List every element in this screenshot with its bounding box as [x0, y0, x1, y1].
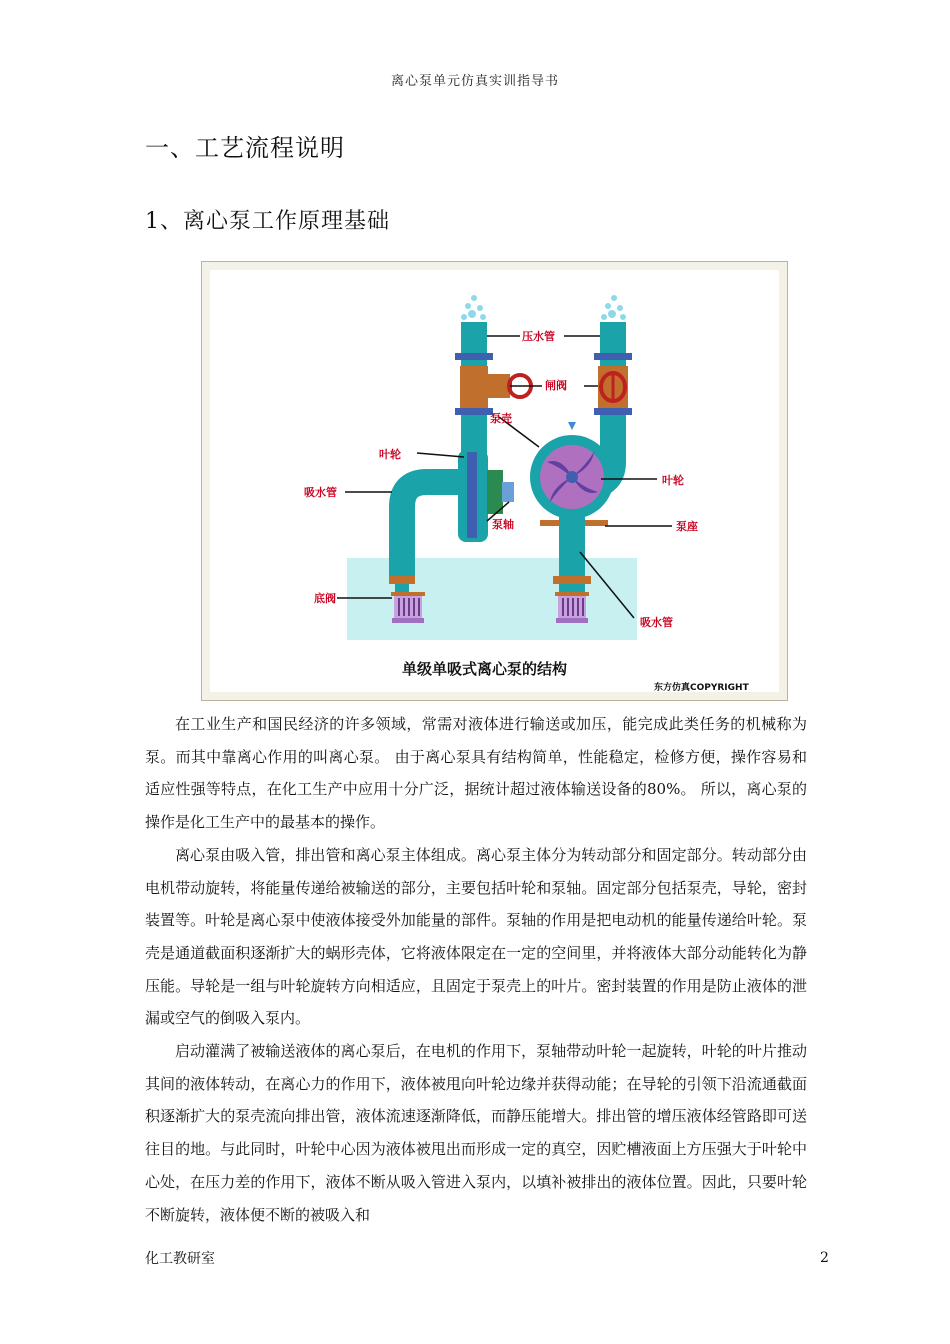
label-suction-pipe-left: 吸水管 [304, 486, 337, 499]
flange [594, 353, 632, 360]
body-text [145, 708, 807, 1231]
flange [455, 408, 493, 415]
pipe-segment [461, 415, 487, 455]
gate-valve-body-left [460, 366, 488, 408]
page-number: 2 [820, 1250, 829, 1266]
label-impeller-right: 叶轮 [662, 474, 684, 487]
flange-orange [389, 576, 415, 584]
suction-pipe-right [559, 517, 585, 577]
figure-copyright: 东方仿真COPYRIGHT [654, 683, 749, 693]
foot-valve-cap [391, 592, 425, 596]
label-pump-base: 泵座 [676, 520, 698, 533]
flange [455, 353, 493, 360]
label-shaft: 泵轴 [492, 518, 514, 531]
pump-diagram [202, 262, 787, 700]
valve-stem-housing [488, 374, 510, 398]
running-header: 离心泵单元仿真实训指导书 [390, 74, 559, 89]
seal [487, 470, 503, 514]
pump-shaft [502, 482, 514, 502]
paragraph: 启动灌满了被输送液体的离心泵后，在电机的作用下，泵轴带动叶轮一起旋转，叶轮的叶片推动其间的液体转动，在离心力的作用下，液体被甩向叶轮边缘并获得动能；在导轮的引领下沿流通截面积逐渐扩大的泵壳流向排出管，液体流速逐渐降低，而静压能增大。排出管的增压液体经管路即可送往目的地。与此同时，叶轮中心因为液体被甩出而形成一定的真空，因贮槽液面上方压强大于叶轮中心处，在压力差的作用下，液体不断从吸入管进入泵内，以填补被排出的液体位置。因此，只要叶轮不断旋转，液体便不断的被吸入和 [145, 1042, 807, 1224]
subsection-heading: 1、离心泵工作原理基础 [145, 209, 390, 234]
label-discharge-pipe: 压水管 [522, 330, 555, 343]
footer-org: 化工教研室 [145, 1251, 215, 1267]
pump-structure-figure [201, 261, 788, 701]
label-gate-valve: 闸阀 [545, 379, 567, 392]
flange-orange [553, 576, 591, 584]
label-impeller-left: 叶轮 [379, 448, 401, 461]
flange [594, 408, 632, 415]
impeller-side [467, 452, 477, 538]
paragraph: 离心泵由吸入管，排出管和离心泵主体组成。离心泵主体分为转动部分和固定部分。转动部分由电机带动旋转，将能量传递给被输送的部分，主要包括叶轮和泵轴。固定部分包括泵壳，导轮，密封装置等。叶轮是离心泵中使液体接受外加能量的部件。泵轴的作用是把电动机的能量传递给叶轮。泵壳是通道截面积逐渐扩大的蜗形壳体，它将液体限定在一定的空间里，并将液体大部分动能转化为静压能。导轮是一组与叶轮旋转方向相适应，且固定于泵壳上的叶片。密封装置的作用是防止液体的泄漏或空气的倒吸入泵内。 [145, 845, 807, 1028]
figure-caption: 单级单吸式离心泵的结构 [402, 660, 568, 678]
label-suction-pipe-right: 吸水管 [640, 616, 673, 629]
paragraph: 在工业生产和国民经济的许多领域，常需对液体进行输送或加压，能完成此类任务的机械称为泵。而其中靠离心作用的叫离心泵。 由于离心泵具有结构简单，性能稳定，检修方便，操作容易和适应性强等特点，在化工生产中应用十分广泛，据统计超过液体输送设备的80%。 所以，离心泵的操作是化工生产中的最基本的操作。 [145, 715, 807, 832]
label-foot-valve: 底阀 [314, 592, 336, 605]
section-heading: 一、工艺流程说明 [145, 134, 345, 162]
label-pump-casing: 泵壳 [490, 412, 512, 425]
impeller-hub [566, 471, 578, 483]
